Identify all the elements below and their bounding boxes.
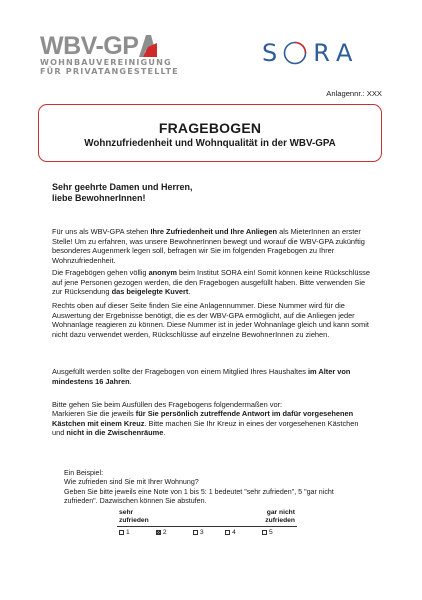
rating-scale-options <box>117 527 297 538</box>
p4-bold: im Alter von mindestens 16 Jahren <box>52 367 351 386</box>
scale-option-label: 5 <box>269 529 273 536</box>
greeting-line-1: Sehr geehrte Damen und Herren, <box>52 182 193 192</box>
p1-text-c: als MieterInnen an erster Stelle! Um zu erfahren, was unsere BewohnerInnen bewegt und worauf die WBV-GPA zukünftig besonderes Augenmerk legen soll, befragen wir Sie im folgenden Fragebogen zu Ihrer Wohnzufriedenheit. <box>52 227 365 265</box>
example-question: Wie zufrieden sind Sie mit Ihrer Wohnung? <box>64 478 199 487</box>
anlage-number: Anlagennr.: XXX <box>326 89 382 98</box>
p2-text-c: beim Institut SORA ein! Somit können keine Rückschlüsse auf jene Personen gezogen werden, die den Fragebogen ausgefüllt haben. Bitte verwenden Sie zur Rücksendung <box>52 268 370 296</box>
scale-option-1[interactable] <box>117 527 154 538</box>
page-title: FRAGEBOGEN <box>158 120 262 136</box>
paragraph-instructions-intro: Bitte gehen Sie beim Ausfüllen des Fragebogens folgendermaßen vor: <box>52 400 283 409</box>
paragraph-instructions <box>52 409 372 438</box>
sora-logo <box>262 40 359 66</box>
greeting <box>52 182 193 204</box>
checkbox-icon[interactable] <box>225 530 230 535</box>
checkbox-icon[interactable] <box>193 530 198 535</box>
paragraph-age <box>52 367 372 386</box>
p2-text-e: . <box>188 287 191 296</box>
checkbox-icon[interactable] <box>262 530 267 535</box>
p2-bold-1: anonym <box>148 268 177 277</box>
wbv-logo-line2: FÜR PRIVATANGESTELLTE <box>40 66 179 76</box>
checkbox-icon[interactable] <box>119 530 124 535</box>
p6-text-c: . Bitte machen Sie Ihr Kreuz in eines der vorgesehenen Kästchen und <box>52 418 359 437</box>
p6-text-e: . <box>163 428 166 437</box>
scale-right-label-1: gar nicht <box>266 509 295 516</box>
scale-option-5[interactable] <box>260 527 297 538</box>
wbv-logo-wordmark: WBV-GP <box>40 32 139 60</box>
example-block <box>64 469 364 506</box>
checkbox-checked-icon[interactable] <box>156 530 161 535</box>
scale-option-4[interactable] <box>223 527 260 538</box>
wbv-a-mark-icon <box>139 35 157 57</box>
sora-logo-s: S <box>262 39 285 67</box>
page-subtitle: Wohnzufriedenheit und Wohnqualität in der WBV-GPA <box>84 138 336 149</box>
scale-right-label-2: zufrieden <box>265 516 295 524</box>
scale-left-label-2: zufrieden <box>119 516 149 524</box>
scale-option-label: 1 <box>126 529 130 536</box>
p1-text-a: Für uns als WBV-GPA stehen <box>52 227 151 236</box>
p1-bold: Ihre Zufriedenheit und Ihre Anliegen <box>150 227 278 236</box>
scale-option-3[interactable] <box>191 527 223 538</box>
p2-text-a: Die Fragebögen gehen völlig <box>52 268 149 277</box>
scale-option-2[interactable] <box>154 527 191 538</box>
title-box <box>38 104 382 162</box>
p4-text-c: . <box>129 376 132 386</box>
scale-option-label: 2 <box>162 529 167 536</box>
p4-text-a: Ausgefüllt werden sollte der Fragebogen von einem Mitglied Ihres Haushaltes <box>52 367 308 376</box>
scale-left-label-1: sehr <box>119 509 134 516</box>
greeting-line-2: liebe BewohnerInnen! <box>52 193 146 203</box>
scale-right-label <box>223 509 297 527</box>
scale-option-label: 3 <box>199 529 204 536</box>
p6-bold-2: nicht in die Zwischenräume <box>66 428 164 437</box>
wbv-logo-line1: WOHNBAUVEREINIGUNG <box>40 57 172 67</box>
scale-left-label <box>117 509 191 527</box>
wbv-gpa-logo <box>40 34 180 76</box>
paragraph-intro <box>52 227 372 265</box>
example-explanation: Geben Sie bitte jeweils eine Note von 1 bis 5: 1 bedeutet "sehr zufrieden", 5 "gar nicht zufrieden". Dazwischen können Sie abstufen. <box>64 487 334 505</box>
paragraph-anlage-info: Rechts oben auf dieser Seite finden Sie eine Anlagennummer. Diese Nummer wird für die Auswertung der Ergebnisse benötigt, die es der WBV-GPA ermöglicht, auf die Anliegen jeder Wohnanlage reagieren zu können. Diese Nummer ist in jeder Wohnanlage gleich und kann somit nicht dazu verwendet werden, Rückschlüsse auf einzelne BewohnerInnen zu ziehen. <box>52 301 369 339</box>
scale-option-label: 4 <box>232 529 236 536</box>
p6-bold-1: für Sie persönlich zutreffende Antwort im dafür vorgesehenen Kästchen mit einem Kreuz <box>52 409 354 428</box>
paragraph-anonymity <box>52 268 372 297</box>
rating-scale-header <box>117 509 297 527</box>
example-label: Ein Beispiel: <box>64 469 104 477</box>
rating-scale <box>117 509 297 537</box>
sora-logo-rest: RA <box>313 39 360 67</box>
p6-text-a: Markieren Sie die jeweils <box>52 409 136 418</box>
sora-o-circle-icon <box>283 41 307 65</box>
p2-bold-2: das beigelegte Kuvert <box>111 287 189 296</box>
